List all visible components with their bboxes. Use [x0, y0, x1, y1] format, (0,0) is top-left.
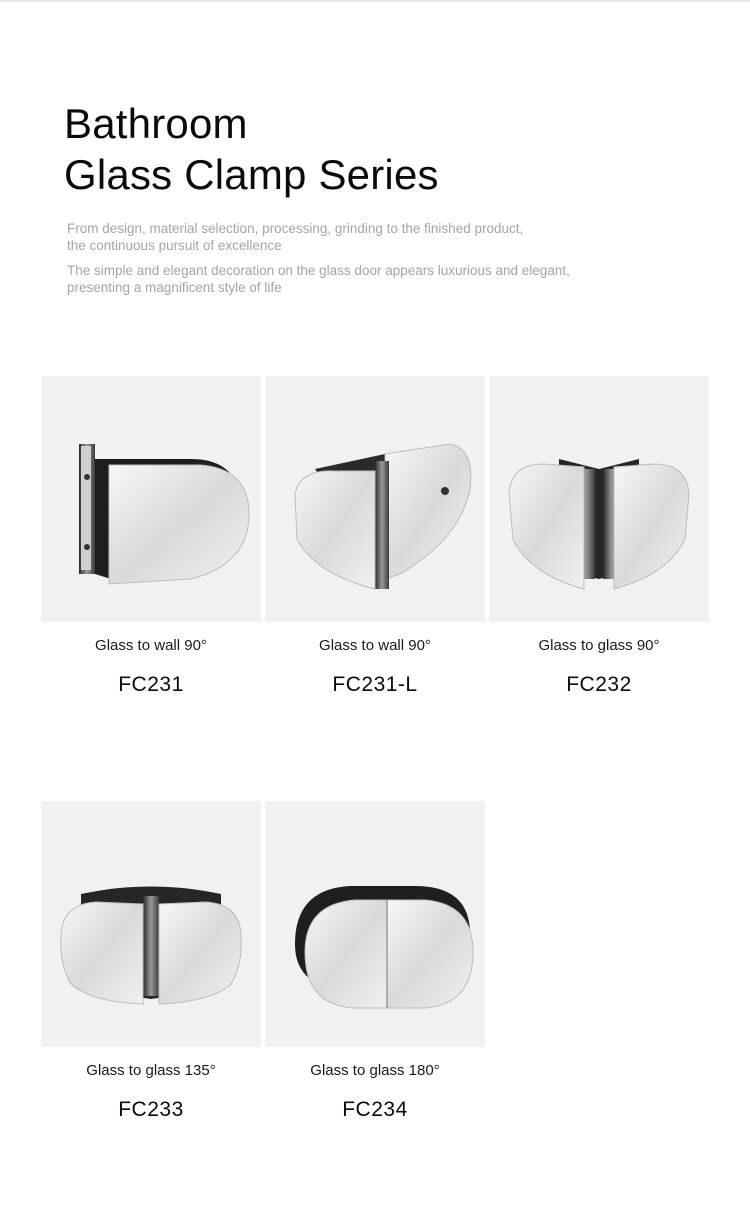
clamp-glass-135-icon	[51, 824, 251, 1024]
product-card[interactable]	[41, 801, 261, 1122]
product-code: FC234	[342, 1098, 408, 1121]
product-card[interactable]	[265, 801, 485, 1122]
product-code: FC232	[566, 673, 632, 696]
product-card[interactable]	[265, 376, 485, 697]
description-line: presenting a magnificent style of life	[67, 280, 282, 295]
page-title	[64, 98, 439, 200]
clamp-wall-90-icon	[51, 399, 251, 599]
description-line: The simple and elegant decoration on the glass door appears luxurious and elegant,	[67, 263, 570, 278]
product-code: FC231-L	[332, 673, 418, 696]
description-line: From design, material selection, processing, grinding to the finished product,	[67, 221, 524, 236]
product-card[interactable]	[41, 376, 261, 697]
description-paragraph-1	[67, 220, 667, 254]
top-divider	[0, 0, 750, 2]
product-image	[265, 801, 485, 1047]
description-line: the continuous pursuit of excellence	[67, 238, 282, 253]
product-card[interactable]	[489, 376, 709, 697]
product-caption: Glass to wall 90°	[319, 637, 431, 654]
product-image	[41, 376, 261, 622]
clamp-glass-90-icon	[499, 399, 699, 599]
product-image	[41, 801, 261, 1047]
product-caption: Glass to glass 180°	[310, 1062, 440, 1079]
product-image	[265, 376, 485, 622]
clamp-glass-180-icon	[275, 824, 475, 1024]
product-caption: Glass to wall 90°	[95, 637, 207, 654]
title-line-2: Glass Clamp Series	[64, 151, 439, 198]
product-image	[489, 376, 709, 622]
product-caption: Glass to glass 90°	[538, 637, 660, 654]
clamp-wall-90-left-icon	[275, 399, 475, 599]
product-caption: Glass to glass 135°	[86, 1062, 216, 1079]
product-code: FC231	[118, 673, 184, 696]
product-code: FC233	[118, 1098, 184, 1121]
title-line-1: Bathroom	[64, 100, 248, 147]
description-paragraph-2	[67, 262, 667, 296]
